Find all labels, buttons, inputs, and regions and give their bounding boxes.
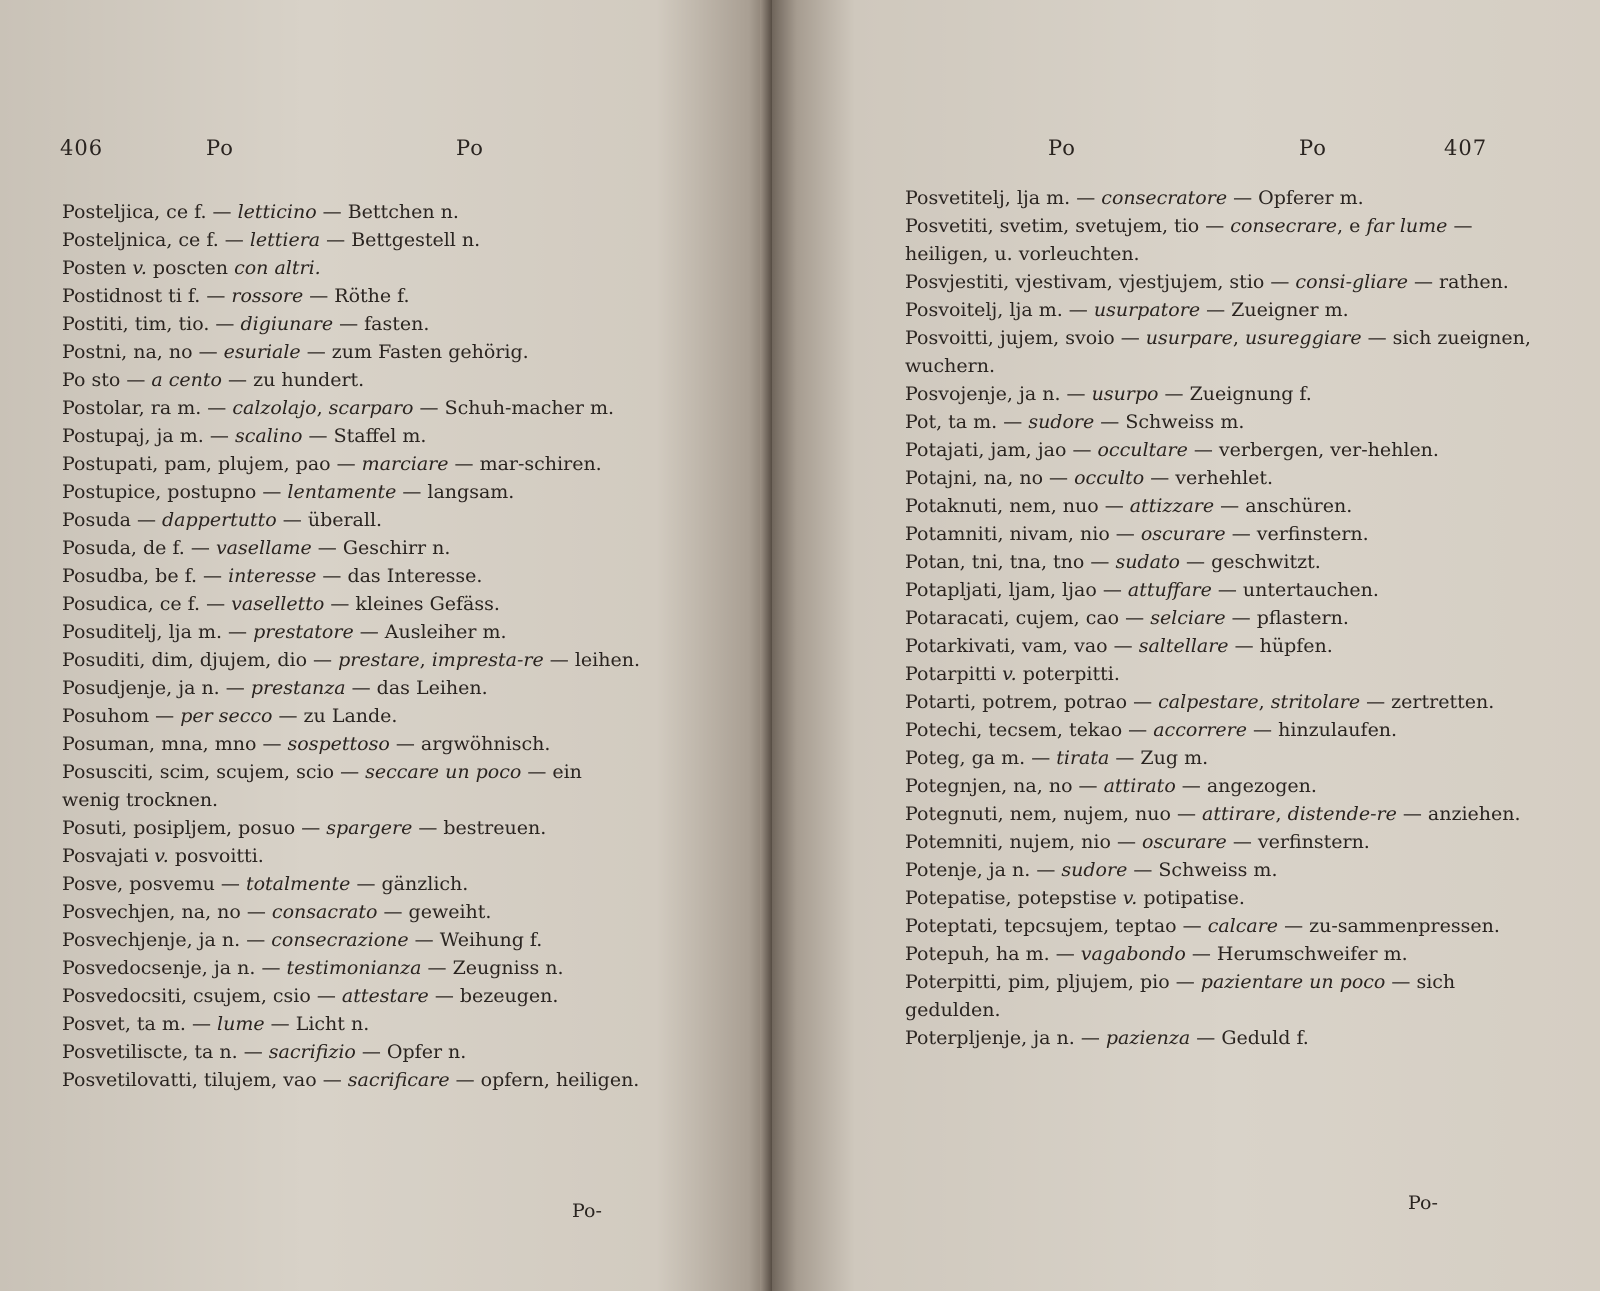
entry-text: Potaknuti, nem, nuo — <box>905 495 1130 517</box>
dictionary-entry <box>62 562 642 590</box>
entry-italic-gloss: spargere <box>326 817 413 839</box>
entry-text: — fasten. <box>333 313 430 335</box>
entry-text: — Licht n. <box>264 1013 370 1035</box>
entry-text: Posuditi, dim, djujem, dio — <box>62 649 339 671</box>
entry-italic-gloss: stritolare <box>1270 691 1361 713</box>
dictionary-entry <box>905 268 1555 296</box>
entry-italic-gloss: con altri. <box>234 257 321 279</box>
entry-italic-gloss: calzolajo <box>232 397 317 419</box>
entry-text: — ein wenig trocknen. <box>62 761 582 811</box>
dictionary-entry <box>905 464 1555 492</box>
dictionary-entry <box>62 926 642 954</box>
entry-text: Posvjestiti, vjestivam, vjestjujem, stio — <box>905 271 1296 293</box>
page-number: 406 <box>60 136 104 160</box>
entry-italic-gloss: occultare <box>1097 439 1188 461</box>
entry-text: Potamniti, nivam, nio — <box>905 523 1141 545</box>
entry-italic-gloss: a cento <box>151 369 222 391</box>
dictionary-entry <box>62 226 642 254</box>
entry-text: Posuditelj, lja m. — <box>62 621 254 643</box>
dictionary-entry <box>905 576 1555 604</box>
entry-text: — verhehlet. <box>1144 467 1274 489</box>
entry-text: Posuti, posipljem, posuo — <box>62 817 327 839</box>
entry-text: — geschwitzt. <box>1180 551 1321 573</box>
running-head-left: Po <box>206 136 234 160</box>
dictionary-entry <box>62 814 642 842</box>
entry-italic-gloss: v. <box>154 845 169 867</box>
entry-text: Postupaj, ja m. — <box>62 425 235 447</box>
entry-text: Posuman, mna, mno — <box>62 733 288 755</box>
entry-text: poterpitti. <box>1016 663 1120 685</box>
entry-italic-gloss: attirato <box>1103 775 1176 797</box>
entry-text: — langsam. <box>396 481 515 503</box>
entry-text: — verfinstern. <box>1225 523 1369 545</box>
dictionary-entry <box>905 184 1555 212</box>
entry-text: Posvetilovatti, tilujem, vao — <box>62 1069 348 1091</box>
dictionary-entry <box>62 310 642 338</box>
entry-italic-gloss: oscurare <box>1142 831 1227 853</box>
entry-text: Potarkivati, vam, vao — <box>905 635 1139 657</box>
dictionary-entry <box>62 954 642 982</box>
dictionary-entry <box>62 366 642 394</box>
entry-italic-gloss: usurpare <box>1145 327 1233 349</box>
entry-italic-gloss: sospettoso <box>287 733 390 755</box>
right-page <box>772 0 1600 1291</box>
entry-italic-gloss: calcare <box>1207 915 1279 937</box>
entry-text: — zu hundert. <box>221 369 365 391</box>
entry-text: Posuhom — <box>62 705 181 727</box>
entry-italic-gloss: consecrazione <box>271 929 409 951</box>
entry-text: — Zueigner m. <box>1200 299 1349 321</box>
entry-text: Postni, na, no — <box>62 341 224 363</box>
entry-text: — opfern, heiligen. <box>449 1069 640 1091</box>
entry-text: — kleines Gefäss. <box>324 593 500 615</box>
dictionary-entry <box>62 870 642 898</box>
entry-text: Posvajati <box>62 845 155 867</box>
dictionary-entry <box>62 394 642 422</box>
page-number: 407 <box>1444 136 1488 160</box>
entry-italic-gloss: rossore <box>231 285 304 307</box>
entry-italic-gloss: marciare <box>361 453 449 475</box>
dictionary-entry <box>905 912 1555 940</box>
entry-italic-gloss: attuffare <box>1127 579 1212 601</box>
dictionary-entry <box>905 660 1555 688</box>
dictionary-entry <box>62 450 642 478</box>
entry-text: — rathen. <box>1407 271 1509 293</box>
entry-italic-gloss: sacrifizio <box>268 1041 356 1063</box>
entry-italic-gloss: vagabondo <box>1080 943 1186 965</box>
entry-italic-gloss: pazientare un poco <box>1200 971 1386 993</box>
entry-italic-gloss: attirare <box>1202 803 1276 825</box>
dictionary-entry <box>905 800 1555 828</box>
dictionary-entry <box>62 730 642 758</box>
entry-text: Pot, ta m. — <box>905 411 1029 433</box>
entry-text: — zum Fasten gehörig. <box>300 341 529 363</box>
dictionary-entry <box>905 856 1555 884</box>
entry-text: — Weihung f. <box>408 929 543 951</box>
entry-text: Posteljnica, ce f. — <box>62 229 250 251</box>
dictionary-entry <box>905 212 1555 268</box>
entry-italic-gloss: oscurare <box>1140 523 1226 545</box>
dictionary-entry <box>905 744 1555 772</box>
catchword: Po- <box>1408 1192 1438 1214</box>
dictionary-entry <box>905 1024 1555 1052</box>
entry-text: Posvetiliscte, ta n. — <box>62 1041 269 1063</box>
entry-text: — pflastern. <box>1225 607 1349 629</box>
entry-text: — Ausleiher m. <box>353 621 507 643</box>
entry-text: potipatise. <box>1137 887 1245 909</box>
dictionary-entry <box>62 842 642 870</box>
entry-text: — hinzulaufen. <box>1247 719 1398 741</box>
dictionary-entry <box>62 1010 642 1038</box>
entry-text: Poteptati, tepcsujem, teptao — <box>905 915 1208 937</box>
entry-text: Po sto — <box>62 369 152 391</box>
entry-italic-gloss: pazienza <box>1105 1027 1191 1049</box>
entry-text: Posvoitti, jujem, svoio — <box>905 327 1146 349</box>
entry-italic-gloss: sudato <box>1115 551 1180 573</box>
entry-italic-gloss: prestanza <box>250 677 346 699</box>
dictionary-entry <box>62 618 642 646</box>
dictionary-entry <box>905 548 1555 576</box>
entry-italic-gloss: occulto <box>1074 467 1145 489</box>
dictionary-entry <box>62 422 642 450</box>
entry-text: Posvechjen, na, no — <box>62 901 272 923</box>
entry-text: — mar-schiren. <box>448 453 602 475</box>
entry-italic-gloss: digiunare <box>240 313 334 335</box>
entry-text: — Opfer n. <box>355 1041 467 1063</box>
entry-text: Posten <box>62 257 133 279</box>
entry-text: — angezogen. <box>1175 775 1317 797</box>
entry-text: Posteljica, ce f. — <box>62 201 238 223</box>
entry-italic-gloss: esuriale <box>223 341 301 363</box>
entry-text: Potenje, ja n. — <box>905 859 1062 881</box>
entry-italic-gloss: v. <box>1122 887 1138 909</box>
entry-italic-gloss: distende-re <box>1287 803 1397 825</box>
dictionary-entry <box>905 408 1555 436</box>
entry-italic-gloss: accorrere <box>1153 719 1248 741</box>
left-page <box>0 0 772 1291</box>
entry-text: — bestreuen. <box>412 817 547 839</box>
entry-text: Potechi, tecsem, tekao — <box>905 719 1154 741</box>
entry-text: Postiti, tim, tio. — <box>62 313 241 335</box>
entry-italic-gloss: usurpo <box>1091 383 1159 405</box>
entry-text: Posve, posvemu — <box>62 873 246 895</box>
entry-italic-gloss: vaselletto <box>231 593 325 615</box>
entry-italic-gloss: prestare <box>338 649 420 671</box>
entry-text: Posusciti, scim, scujem, scio — <box>62 761 366 783</box>
entry-text: Poterpitti, pim, pljujem, pio — <box>905 971 1201 993</box>
entry-text: — Geschirr n. <box>311 537 451 559</box>
entry-text: — geweiht. <box>377 901 492 923</box>
dictionary-entry <box>905 604 1555 632</box>
dictionary-entry <box>905 492 1555 520</box>
entry-italic-gloss: interesse <box>228 565 317 587</box>
entry-text: Posvojenje, ja n. — <box>905 383 1092 405</box>
dictionary-entry <box>905 296 1555 324</box>
entry-text: , <box>1258 691 1271 713</box>
entry-italic-gloss: consi-gliare <box>1295 271 1408 293</box>
entry-italic-gloss: attestare <box>341 985 429 1007</box>
dictionary-entry <box>62 1066 642 1094</box>
entry-text: , <box>1232 327 1245 349</box>
entry-text: — zu-sammenpressen. <box>1278 915 1500 937</box>
entry-text: — Bettgestell n. <box>320 229 481 251</box>
entry-text: — zertretten. <box>1360 691 1495 713</box>
entry-text: Potajati, jam, jao — <box>905 439 1098 461</box>
entry-text: Potarpitti <box>905 663 1003 685</box>
entry-text: — gänzlich. <box>350 873 469 895</box>
entry-italic-gloss: sacrificare <box>347 1069 450 1091</box>
entry-text: Posudjenje, ja n. — <box>62 677 251 699</box>
entry-text: Postidnost ti f. — <box>62 285 232 307</box>
entry-text: — das Leihen. <box>345 677 488 699</box>
entry-italic-gloss: tirata <box>1056 747 1110 769</box>
entry-text: — Röthe f. <box>303 285 410 307</box>
entry-text: — Schuh-macher m. <box>413 397 615 419</box>
entry-text: Postupice, postupno — <box>62 481 288 503</box>
dictionary-entry <box>905 632 1555 660</box>
entry-text: Poterpljenje, ja n. — <box>905 1027 1106 1049</box>
entry-text: , <box>316 397 329 419</box>
dictionary-entry <box>905 884 1555 912</box>
entry-italic-gloss: totalmente <box>245 873 351 895</box>
dictionary-entry <box>62 1038 642 1066</box>
catchword: Po- <box>572 1200 602 1222</box>
dictionary-entry <box>62 674 642 702</box>
dictionary-entry <box>905 828 1555 856</box>
dictionary-entry <box>62 534 642 562</box>
dictionary-entry <box>905 520 1555 548</box>
dictionary-entry <box>62 646 642 674</box>
entry-text: — Staffel m. <box>302 425 427 447</box>
entry-text: Posudba, be f. — <box>62 565 229 587</box>
entry-italic-gloss: prestatore <box>253 621 354 643</box>
dictionary-entry <box>62 254 642 282</box>
entry-italic-gloss: scalino <box>234 425 303 447</box>
entry-italic-gloss: usurpatore <box>1093 299 1201 321</box>
entry-italic-gloss: far lume <box>1366 215 1448 237</box>
entry-italic-gloss: per secco <box>180 705 273 727</box>
entry-text: — verfinstern. <box>1226 831 1370 853</box>
entry-text: — Opferer m. <box>1227 187 1364 209</box>
entry-text: Potarti, potrem, potrao — <box>905 691 1159 713</box>
entry-text: , <box>1275 803 1288 825</box>
entry-text: posvoitti. <box>168 845 264 867</box>
entry-list <box>62 198 642 1094</box>
entry-text: — Geduld f. <box>1190 1027 1309 1049</box>
entry-text: Posvetitelj, lja m. — <box>905 187 1102 209</box>
entry-text: — hüpfen. <box>1228 635 1333 657</box>
entry-italic-gloss: sudore <box>1028 411 1095 433</box>
entry-text: Postupati, pam, plujem, pao — <box>62 453 362 475</box>
entry-text: Posvetiti, svetim, svetujem, tio — <box>905 215 1231 237</box>
entry-italic-gloss: v. <box>132 257 147 279</box>
entry-text: — untertauchen. <box>1211 579 1379 601</box>
entry-text: — bezeugen. <box>428 985 559 1007</box>
entry-text: Posvedocsiti, csujem, csio — <box>62 985 342 1007</box>
entry-text: — argwöhnisch. <box>389 733 551 755</box>
entry-list <box>905 184 1555 1052</box>
entry-italic-gloss: testimonianza <box>286 957 422 979</box>
entry-text: Posvechjenje, ja n. — <box>62 929 272 951</box>
entry-text: — anziehen. <box>1396 803 1521 825</box>
entry-text: Potaracati, cujem, cao — <box>905 607 1151 629</box>
dictionary-entry <box>905 940 1555 968</box>
entry-text: Posuda — <box>62 509 163 531</box>
entry-italic-gloss: consecratore <box>1101 187 1228 209</box>
entry-text: Posuda, de f. — <box>62 537 216 559</box>
entry-text: Potan, tni, tna, tno — <box>905 551 1116 573</box>
running-head-left: Po <box>1048 136 1076 160</box>
entry-text: — Zug m. <box>1109 747 1209 769</box>
entry-text: Potegnuti, nem, nujem, nuo — <box>905 803 1203 825</box>
running-head-right: Po <box>1299 136 1327 160</box>
entry-italic-gloss: letticino <box>237 201 317 223</box>
entry-text: Posvet, ta m. — <box>62 1013 218 1035</box>
entry-text: — anschüren. <box>1214 495 1353 517</box>
entry-italic-gloss: seccare un poco <box>365 761 522 783</box>
entry-italic-gloss: usureggiare <box>1244 327 1362 349</box>
dictionary-entry <box>62 898 642 926</box>
entry-italic-gloss: v. <box>1002 663 1017 685</box>
dictionary-entry <box>62 478 642 506</box>
dictionary-entry <box>905 688 1555 716</box>
entry-italic-gloss: scarparo <box>328 397 414 419</box>
dictionary-entry <box>62 338 642 366</box>
dictionary-entry <box>62 758 642 814</box>
entry-italic-gloss: sudore <box>1061 859 1128 881</box>
dictionary-entry <box>62 702 642 730</box>
entry-text: — verbergen, ver-hehlen. <box>1187 439 1439 461</box>
entry-italic-gloss: lentamente <box>287 481 397 503</box>
dictionary-entry <box>905 968 1555 1024</box>
dictionary-entry <box>905 716 1555 744</box>
entry-text: , <box>419 649 432 671</box>
entry-text: — Schweiss m. <box>1127 859 1278 881</box>
dictionary-entry <box>905 436 1555 464</box>
entry-text: — Zeugniss n. <box>421 957 564 979</box>
entry-italic-gloss: attizzare <box>1129 495 1215 517</box>
entry-italic-gloss: selciare <box>1150 607 1226 629</box>
entry-italic-gloss: vasellame <box>215 537 312 559</box>
entry-text: , e <box>1337 215 1367 237</box>
entry-text: Potajni, na, no — <box>905 467 1075 489</box>
entry-italic-gloss: calpestare <box>1158 691 1259 713</box>
entry-text: — heiligen, u. vorleuchten. <box>905 215 1473 265</box>
entry-text: — sich gedulden. <box>905 971 1456 1021</box>
entry-text: Potemniti, nujem, nio — <box>905 831 1142 853</box>
entry-text: — Bettchen n. <box>316 201 459 223</box>
running-head-right: Po <box>456 136 484 160</box>
entry-text: Poteg, ga m. — <box>905 747 1057 769</box>
entry-text: — zu Lande. <box>272 705 398 727</box>
entry-italic-gloss: consecrare <box>1230 215 1337 237</box>
dictionary-entry <box>905 772 1555 800</box>
entry-text: Potepatise, potepstise <box>905 887 1123 909</box>
entry-text: Potepuh, ha m. — <box>905 943 1081 965</box>
dictionary-entry <box>62 506 642 534</box>
dictionary-entry <box>905 380 1555 408</box>
entry-text: poscten <box>146 257 235 279</box>
entry-italic-gloss: lume <box>217 1013 265 1035</box>
dictionary-entry <box>62 982 642 1010</box>
entry-text: Potapljati, ljam, ljao — <box>905 579 1128 601</box>
entry-italic-gloss: saltellare <box>1138 635 1229 657</box>
entry-text: — überall. <box>276 509 383 531</box>
entry-text: — Schweiss m. <box>1094 411 1245 433</box>
dictionary-entry <box>62 198 642 226</box>
entry-text: — leihen. <box>543 649 640 671</box>
entry-text: Potegnjen, na, no — <box>905 775 1104 797</box>
entry-text: Postolar, ra m. — <box>62 397 233 419</box>
entry-text: Posudica, ce f. — <box>62 593 232 615</box>
entry-text: — sich zueignen, wuchern. <box>905 327 1531 377</box>
entry-text: Posvoitelj, lja m. — <box>905 299 1094 321</box>
entry-text: — Zueignung f. <box>1158 383 1312 405</box>
entry-text: Posvedocsenje, ja n. — <box>62 957 287 979</box>
entry-text: — Herumschweifer m. <box>1185 943 1408 965</box>
dictionary-entry <box>62 590 642 618</box>
entry-italic-gloss: impresta-re <box>431 649 544 671</box>
entry-italic-gloss: consacrato <box>271 901 378 923</box>
dictionary-entry <box>62 282 642 310</box>
entry-text: — das Interesse. <box>316 565 483 587</box>
dictionary-entry <box>905 324 1555 380</box>
entry-italic-gloss: lettiera <box>249 229 321 251</box>
entry-italic-gloss: dappertutto <box>162 509 277 531</box>
